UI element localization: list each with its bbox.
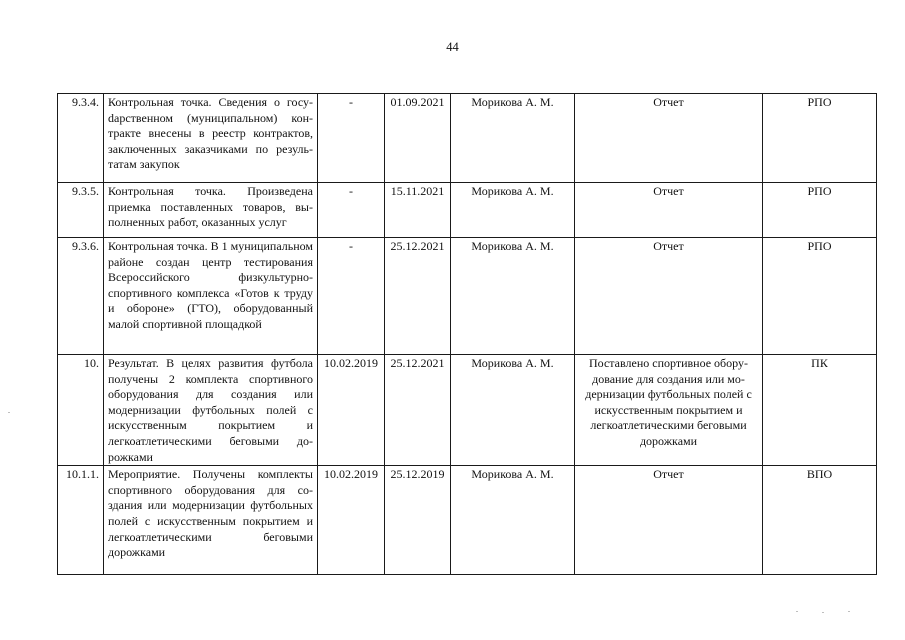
row-number-cell: 10. — [58, 355, 104, 466]
end-date-cell: 25.12.2021 — [385, 238, 451, 355]
responsible-person-cell: Морикова А. М. — [451, 355, 575, 466]
event-name-cell: Результат. В целях развития футбола получены 2 комплекта спортивного оборудования для создания или модернизации футбольных полей с искусственным покрытием и легкоатлетическими беговыми дорожками — [104, 355, 318, 466]
end-date-cell: 25.12.2019 — [385, 466, 451, 575]
scan-speck — [848, 611, 850, 612]
row-number-cell: 9.3.6. — [58, 238, 104, 355]
end-date-cell: 15.11.2021 — [385, 183, 451, 238]
scan-speck — [796, 611, 798, 612]
plan-table — [57, 93, 877, 575]
result-description-cell: Отчет — [575, 94, 763, 183]
responsible-person-cell: Морикова А. М. — [451, 466, 575, 575]
table-row — [58, 355, 877, 466]
table-row — [58, 466, 877, 575]
table-row — [58, 238, 877, 355]
start-date-cell: - — [318, 94, 385, 183]
document-type-cell: РПО — [763, 238, 877, 355]
event-name-cell: Контрольная точка. Произведена приемка поставленных товаров, выполненных работ, оказанных услуг — [104, 183, 318, 238]
table-row — [58, 183, 877, 238]
scan-speck — [822, 612, 824, 613]
document-type-cell: ПК — [763, 355, 877, 466]
start-date-cell: - — [318, 183, 385, 238]
document-type-cell: РПО — [763, 183, 877, 238]
page-number: 44 — [446, 40, 459, 54]
responsible-person-cell: Морикова А. М. — [451, 94, 575, 183]
document-type-cell: РПО — [763, 94, 877, 183]
result-description-cell: Отчет — [575, 238, 763, 355]
responsible-person-cell: Морикова А. М. — [451, 183, 575, 238]
event-name-cell: Мероприятие. Получены комплекты спортивного оборудования для создания или модернизации футбольных полей с искусственным покрытием и легкоатлетическими беговыми дорожками — [104, 466, 318, 575]
event-name-cell: Контрольная точка. В 1 муниципальном районе создан центр тестирования Всероссийского физкультурно-спортивного комплекса «Готов к труду и обороне» (ГТО), оборудованный малой спортивной площадкой — [104, 238, 318, 355]
row-number-cell: 10.1.1. — [58, 466, 104, 575]
start-date-cell: - — [318, 238, 385, 355]
result-description-cell: Поставлено спортивное оборудование для создания или модернизации футбольных полей с искусственным покрытием и легкоатлетическими беговыми дорожками — [575, 355, 763, 466]
table-row — [58, 94, 877, 183]
row-number-cell: 9.3.4. — [58, 94, 104, 183]
end-date-cell: 01.09.2021 — [385, 94, 451, 183]
scan-speck — [8, 412, 10, 413]
document-type-cell: ВПО — [763, 466, 877, 575]
end-date-cell: 25.12.2021 — [385, 355, 451, 466]
responsible-person-cell: Морикова А. М. — [451, 238, 575, 355]
event-name-cell: Контрольная точка. Сведения о госуdарственном (муниципальном) контракте внесены в реестр контрактов, заключенных заказчиками по результатам закупок — [104, 94, 318, 183]
start-date-cell: 10.02.2019 — [318, 355, 385, 466]
result-description-cell: Отчет — [575, 466, 763, 575]
row-number-cell: 9.3.5. — [58, 183, 104, 238]
start-date-cell: 10.02.2019 — [318, 466, 385, 575]
result-description-cell: Отчет — [575, 183, 763, 238]
